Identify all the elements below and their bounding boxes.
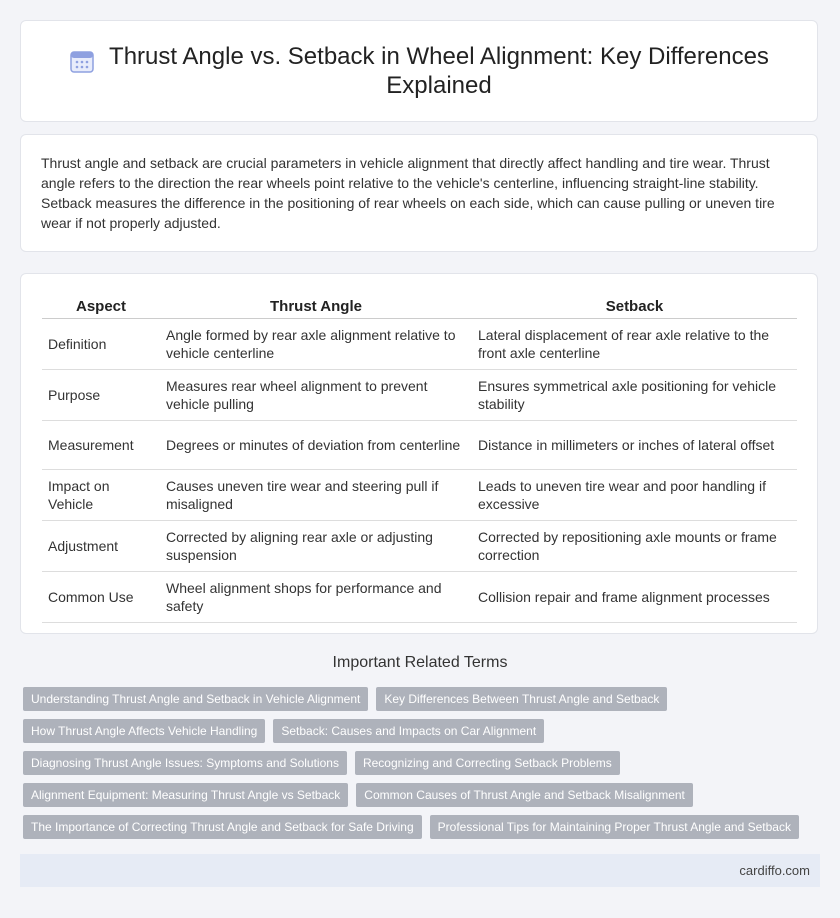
setback-cell: Distance in millimeters or inches of lateral offset [472,421,797,470]
related-term-tag[interactable]: Diagnosing Thrust Angle Issues: Symptoms and Solutions [23,751,347,775]
table-row [42,319,797,370]
thrust-angle-cell: Wheel alignment shops for performance and safety [160,572,472,623]
thrust-angle-cell: Measures rear wheel alignment to prevent vehicle pulling [160,370,472,421]
header-card [20,20,818,122]
column-header-aspect: Aspect [42,294,160,319]
table-header-row [42,294,797,319]
intro-card [20,134,818,252]
table-row [42,370,797,421]
thrust-angle-cell: Degrees or minutes of deviation from centerline [160,421,472,470]
setback-cell: Corrected by repositioning axle mounts or frame correction [472,521,797,572]
thrust-angle-cell: Causes uneven tire wear and steering pull if misaligned [160,470,472,521]
thrust-angle-cell: Angle formed by rear axle alignment relative to vehicle centerline [160,319,472,370]
thrust-angle-cell: Corrected by aligning rear axle or adjusting suspension [160,521,472,572]
calendar-icon [69,48,95,74]
column-header-setback: Setback [472,294,797,319]
related-terms-title: Important Related Terms [332,654,508,671]
column-header-thrust-angle: Thrust Angle [160,294,472,319]
setback-cell: Collision repair and frame alignment processes [472,572,797,623]
setback-cell: Leads to uneven tire wear and poor handling if excessive [472,470,797,521]
table-row [42,572,797,623]
setback-cell: Lateral displacement of rear axle relative to the front axle centerline [472,319,797,370]
aspect-cell: Adjustment [42,521,160,572]
footer [20,854,820,887]
table-row [42,470,797,521]
related-term-tag[interactable]: Recognizing and Correcting Setback Problems [355,751,620,775]
related-term-tag[interactable]: Setback: Causes and Impacts on Car Alignment [273,719,544,743]
related-term-tag[interactable]: Professional Tips for Maintaining Proper Thrust Angle and Setback [430,815,799,839]
related-term-tag[interactable]: Common Causes of Thrust Angle and Setback Misalignment [356,783,693,807]
related-term-tag[interactable]: Understanding Thrust Angle and Setback in Vehicle Alignment [23,687,368,711]
comparison-card [20,273,818,634]
aspect-cell: Impact on Vehicle [42,470,160,521]
aspect-cell: Definition [42,319,160,370]
setback-cell: Ensures symmetrical axle positioning for vehicle stability [472,370,797,421]
aspect-cell: Common Use [42,572,160,623]
related-term-tag[interactable]: Key Differences Between Thrust Angle and Setback [376,687,667,711]
comparison-table [42,294,797,623]
table-row [42,421,797,470]
related-term-tag[interactable]: How Thrust Angle Affects Vehicle Handling [23,719,265,743]
related-term-tag[interactable]: Alignment Equipment: Measuring Thrust Angle vs Setback [23,783,348,807]
site-link[interactable]: cardiffo.com [739,863,810,878]
page-title: Thrust Angle vs. Setback in Wheel Alignment: Key Differences Explained [109,43,769,99]
related-terms-list [23,687,823,847]
aspect-cell: Purpose [42,370,160,421]
related-term-tag[interactable]: The Importance of Correcting Thrust Angle and Setback for Safe Driving [23,815,422,839]
aspect-cell: Measurement [42,421,160,470]
table-row [42,521,797,572]
intro-text: Thrust angle and setback are crucial parameters in vehicle alignment that directly affect handling and tire wear. Thrust angle refers to the direction the rear wheels point relative to the vehicle's centerline, influencing straight-line stability. Setback measures the difference in the positioning of rear wheels on each side, which can cause pulling or uneven tire wear if not properly adjusted. [41,155,775,231]
